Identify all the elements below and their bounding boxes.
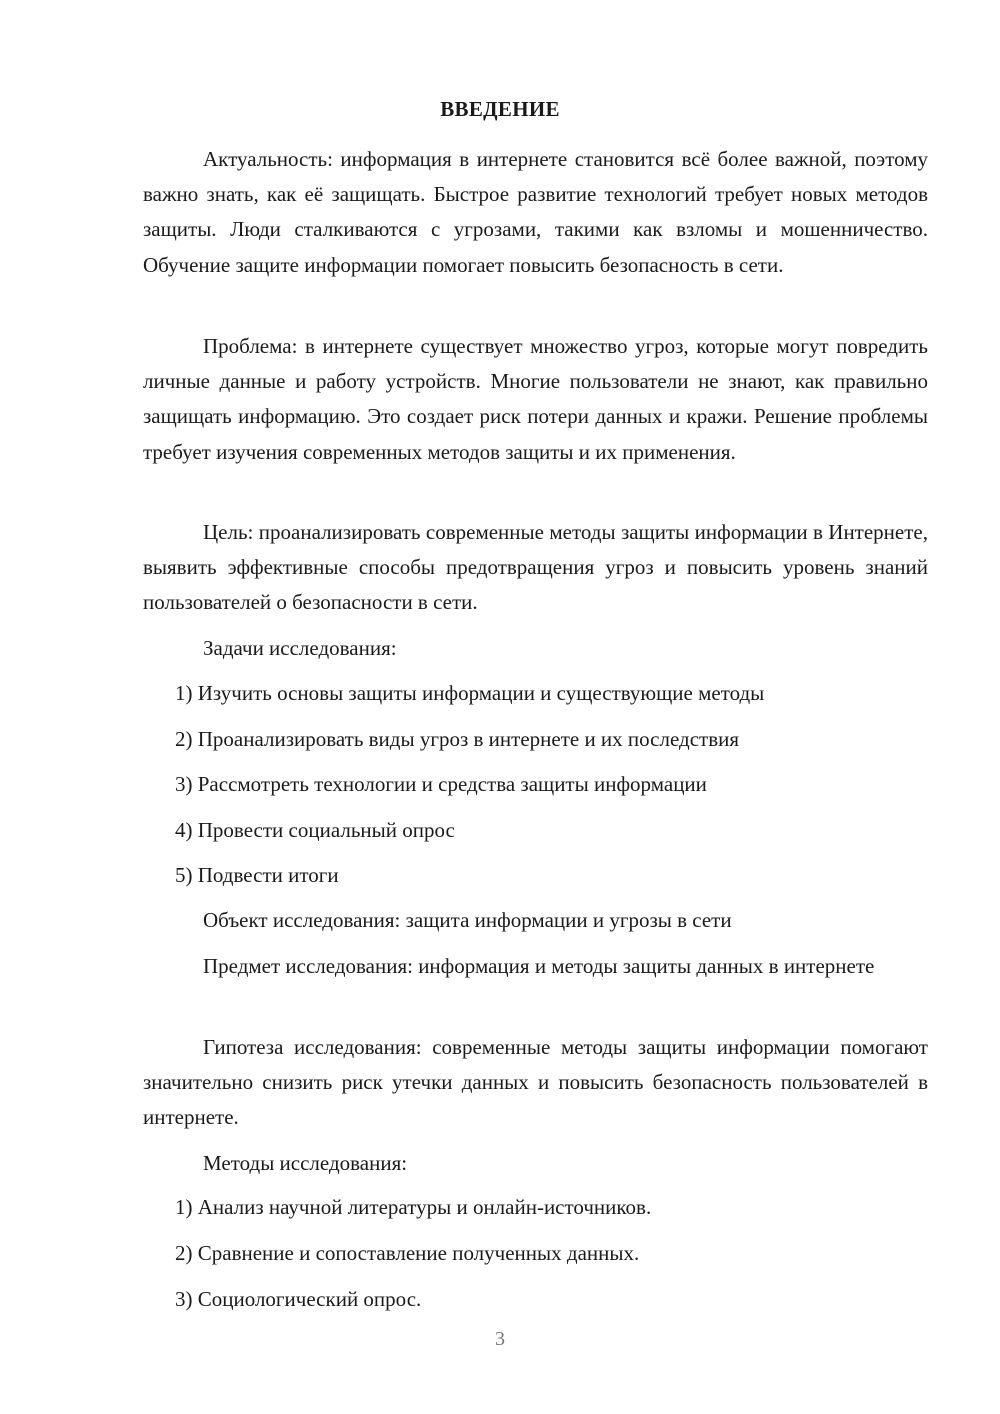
list-item: 1) Анализ научной литературы и онлайн-источников. — [175, 1195, 652, 1219]
list-item: 2) Сравнение и сопоставление полученных данных. — [175, 1241, 640, 1265]
list-item: 3) Социологический опрос. — [175, 1287, 422, 1311]
list-item: 3) Рассмотреть технологии и средства защиты информации — [175, 772, 707, 796]
tasks-heading: Задачи исследования: — [203, 636, 397, 660]
methods-heading: Методы исследования: — [203, 1151, 408, 1175]
page-number: 3 — [495, 1328, 505, 1350]
problem-paragraph: Проблема: в интернете существует множество угроз, которые могут повредить личные данные и работу устройств. Многие пользователи не знают, как правильно защищать информацию. Это создает риск потери данных и кражи. Решение проблемы требует изучения современных методов защиты и их применения. — [143, 334, 928, 464]
list-item: 1) Изучить основы защиты информации и существующие методы — [175, 681, 765, 705]
list-item: 4) Провести социальный опрос — [175, 818, 455, 842]
relevance-paragraph: Актуальность: информация в интернете становится всё более важной, поэтому важно знать, как её защищать. Быстрое развитие технологий требует новых методов защиты. Люди сталкиваются с угрозами, такими как взломы и мошенничество. Обучение защите информации помогает повысить безопасность в сети. — [143, 147, 928, 277]
hypothesis-paragraph: Гипотеза исследования: современные методы защиты информации помогают значительно снизить риск утечки данных и повысить безопасность пользователей в интернете. — [143, 1035, 928, 1130]
page-title: ВВЕДЕНИЕ — [440, 97, 560, 121]
list-item: 2) Проанализировать виды угроз в интернете и их последствия — [175, 727, 740, 751]
goal-paragraph: Цель: проанализировать современные методы защиты информации в Интернете, выявить эффективные способы предотвращения угроз и повысить уровень знаний пользователей о безопасности в сети. — [143, 520, 928, 615]
list-item: 5) Подвести итоги — [175, 863, 339, 887]
subject-paragraph: Предмет исследования: информация и методы защиты данных в интернете — [203, 954, 875, 978]
object-paragraph: Объект исследования: защита информации и угрозы в сети — [203, 908, 732, 932]
